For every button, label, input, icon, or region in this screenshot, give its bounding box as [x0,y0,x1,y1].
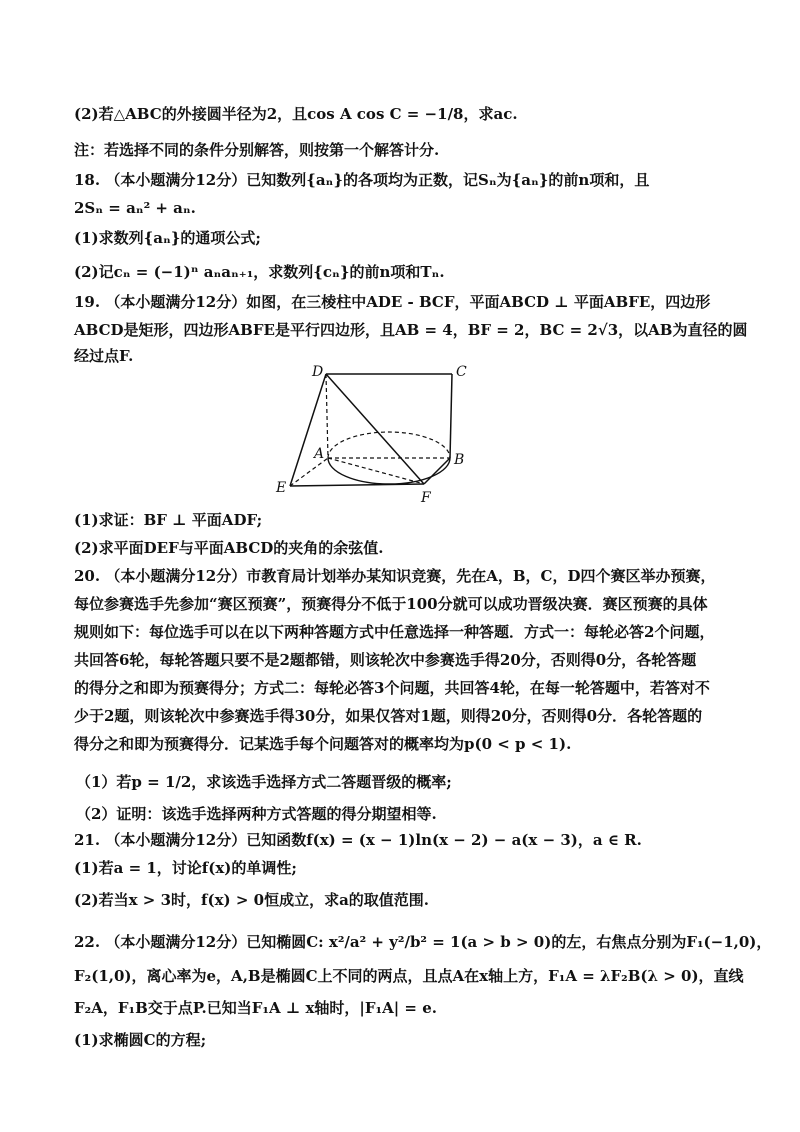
q22-stem-2: F₂(1,0)，离心率为e，A,B是椭圆C上不同的两点，且点A在x轴上方，F₁A = λF₂B(λ > 0)，直线 [74,967,744,985]
q19-stem-cont1: ABCD是矩形，四边形ABFE是平行四边形，且AB = 4，BF = 2，BC = 2√3，以AB为直径的圆 [74,321,748,339]
q20-part2: （2）证明：该选手选择两种方式答题的得分期望相等. [76,805,437,823]
q20-part1: （1）若p = 1/2，求该选手选择方式二答题晋级的概率; [76,773,452,791]
circle-front-arc [328,458,450,484]
label-a: A [314,446,325,462]
q18-part1: (1)求数列{aₙ}的通项公式; [74,229,261,247]
label-c: C [456,364,467,380]
q20-stem-5: 的得分之和即为预赛得分；方式二：每轮必答3个问题，共回答4轮，在每一轮答题中，若答对不 [74,679,710,697]
edge-df [326,374,424,484]
q20-stem-1: 20. （本小题满分12分）市教育局计划举办某知识竞赛，先在A，B，C，D四个赛区举办预赛， [74,567,716,585]
q21-part2: (2)若当x > 3时，f(x) > 0恒成立，求a的取值范围. [74,891,430,909]
q19-stem-cont2: 经过点F. [74,347,134,365]
q21-stem: 21. （本小题满分12分）已知函数f(x) = (x − 1)ln(x − 2) − a(x − 3)，a ∈ R. [74,831,642,849]
q20-stem-2: 每位参赛选手先参加“赛区预赛”，预赛得分不低于100分就可以成功晋级决赛．赛区预赛的具体 [74,595,708,613]
note-line: 注：若选择不同的条件分别解答，则按第一个解答计分. [74,141,440,159]
edge-ea-hidden [290,458,328,486]
edge-de [290,374,326,486]
label-e: E [276,480,287,496]
edge-da-hidden [326,374,328,458]
edge-fb [424,458,450,484]
q21-part1: (1)若a = 1，讨论f(x)的单调性; [74,859,297,877]
q22-stem-3: F₂A，F₁B交于点P.已知当F₁A ⊥ x轴时，|F₁A| = e. [74,999,437,1017]
q18-stem-cont: 2Sₙ = aₙ² + aₙ. [74,199,196,217]
q20-stem-4: 共回答6轮，每轮答题只要不是2题都错，则该轮次中参赛选手得20分，否则得0分，各轮答题 [74,651,697,669]
q18-stem: 18. （本小题满分12分）已知数列{aₙ}的各项均为正数，记Sₙ为{aₙ}的前n项和，且 [74,171,650,189]
edge-af-hidden [328,458,424,484]
q19-part2: (2)求平面DEF与平面ABCD的夹角的余弦值. [74,539,384,557]
q19-stem: 19. （本小题满分12分）如图，在三棱柱中ADE - BCF，平面ABCD ⊥ 平面ABFE，四边形 [74,293,711,311]
q20-stem-3: 规则如下：每位选手可以在以下两种答题方式中任意选择一种答题．方式一：每轮必答2个问题， [74,623,715,641]
q20-stem-7: 得分之和即为预赛得分．记某选手每个问题答对的概率均为p(0 < p < 1). [74,735,572,753]
prism-figure [270,362,500,510]
label-f: F [421,490,431,506]
label-b: B [454,452,465,468]
prism-diagram [270,362,500,510]
label-d: D [312,364,324,380]
edge-ef [290,484,424,486]
q17-part2: (2)若△ABC的外接圆半径为2，且cos A cos C = −1/8，求ac. [74,105,518,123]
q22-part1: (1)求椭圆C的方程; [74,1031,207,1049]
q22-stem-1: 22. （本小题满分12分）已知椭圆C: x²/a² + y²/b² = 1(a > b > 0)的左，右焦点分别为F₁(−1,0)， [74,933,772,951]
q18-part2: (2)记cₙ = (−1)ⁿ aₙaₙ₊₁，求数列{cₙ}的前n项和Tₙ. [74,263,445,281]
q19-part1: (1)求证：BF ⊥ 平面ADF; [74,511,263,529]
edge-cb [450,374,452,458]
q20-stem-6: 少于2题，则该轮次中参赛选手得30分，如果仅答对1题，则得20分，否则得0分．各轮答题的 [74,707,703,725]
